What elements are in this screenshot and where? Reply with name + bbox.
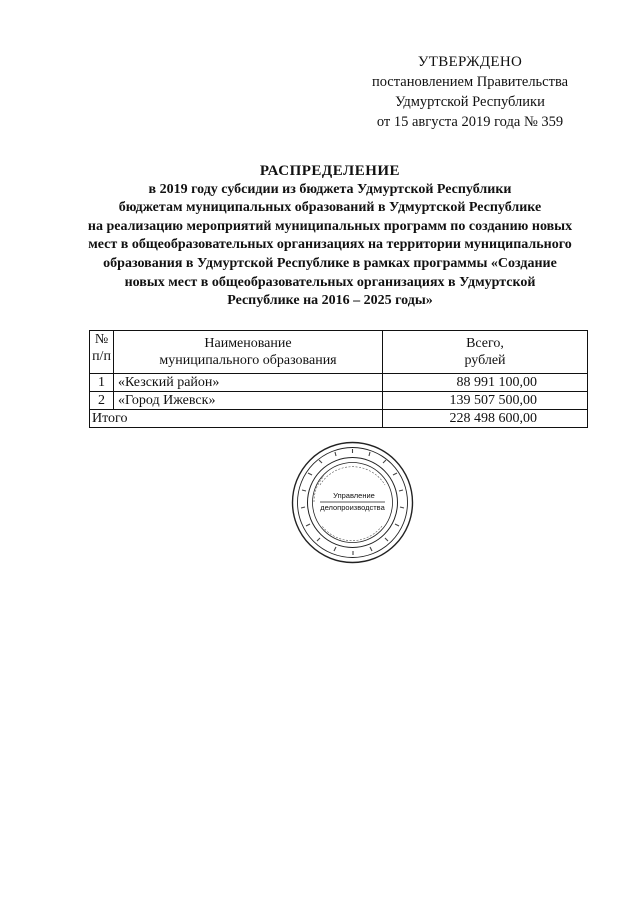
table-row	[90, 374, 588, 392]
official-seal	[290, 440, 415, 565]
row-number: 2	[90, 392, 114, 410]
row-name: «Кезский район»	[114, 374, 383, 392]
table-header-row	[90, 331, 588, 374]
approval-line-1: постановлением Правительства	[371, 74, 569, 90]
table-row	[90, 392, 588, 410]
footer-label: Итого	[90, 410, 383, 428]
title-main: РАСПРЕДЕЛЕНИЕ	[259, 163, 401, 179]
row-number: 1	[90, 374, 114, 392]
row-total: 88 991 100,00	[383, 374, 588, 392]
title-line-1: в 2019 году субсидии из бюджета Удмуртской Республики	[148, 181, 512, 197]
row-name: «Город Ижевск»	[114, 392, 383, 410]
approval-block	[340, 52, 600, 132]
table-footer-row	[90, 410, 588, 428]
title-line-2: бюджетам муниципальных образований в Удмуртской Республике	[118, 200, 542, 216]
title-line-6: новых мест в общеобразовательных организациях в Удмуртской	[124, 274, 536, 290]
header-number-line-2: п/п	[92, 349, 111, 364]
approval-heading: УТВЕРЖДЕНО	[417, 54, 523, 70]
header-total	[383, 331, 588, 374]
footer-total: 228 498 600,00	[383, 410, 588, 428]
header-name	[114, 331, 383, 374]
title-line-4: мест в общеобразовательных организациях на территории муниципального	[88, 237, 572, 253]
seal-text-line-2: делопроизводства	[320, 503, 385, 512]
header-total-line-1: Всего,	[466, 336, 504, 351]
title-line-5: образования в Удмуртской Республике в рамках программы «Создание	[103, 255, 557, 271]
header-number-line-1: №	[94, 332, 109, 347]
header-name-line-2: муниципального образования	[159, 353, 337, 368]
seal-text-line-1: Управление	[333, 491, 375, 500]
document-title	[60, 162, 600, 311]
title-line-3: на реализацию мероприятий муниципальных программ по созданию новых	[87, 218, 573, 234]
header-number	[90, 331, 114, 374]
approval-line-3: от 15 августа 2019 года № 359	[376, 114, 564, 130]
header-total-line-2: рублей	[464, 353, 506, 368]
title-line-7: Республике на 2016 – 2025 годы»	[227, 293, 433, 309]
approval-line-2: Удмуртской Республики	[395, 94, 545, 110]
row-total: 139 507 500,00	[383, 392, 588, 410]
distribution-table	[89, 330, 588, 428]
header-name-line-1: Наименование	[204, 336, 292, 351]
